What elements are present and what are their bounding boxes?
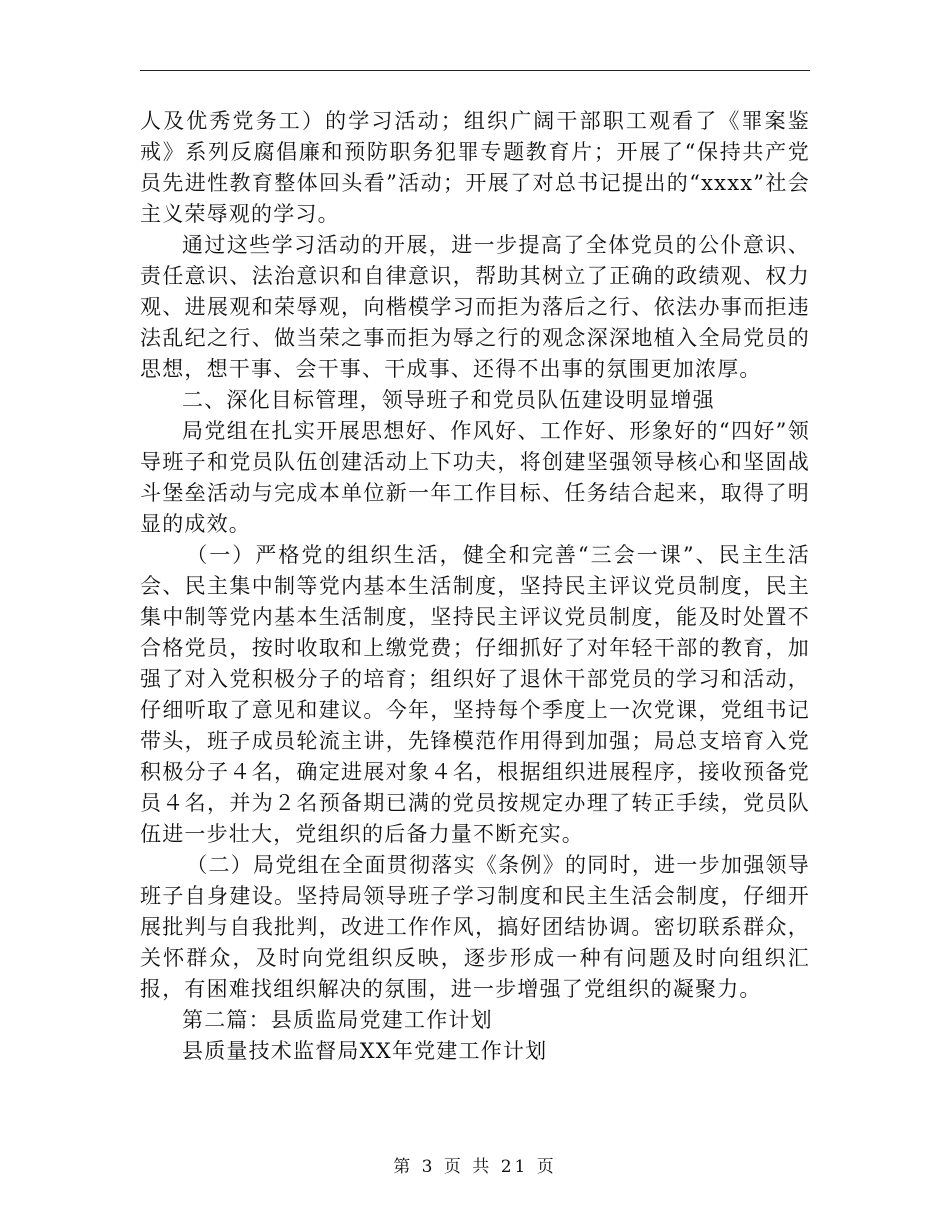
section-heading-two: 二、深化目标管理，领导班子和党员队伍建设明显增强 — [182, 388, 715, 412]
paragraph-item-one: （一）严格党的组织生活，健全和完善“三会一课”、民主生活会、民主集中制等党内基本生活制度，坚持民主评议党员制度，民主集中制等党内基本生活制度，坚持民主评议党员制度，能及时处置不合格党员，按时收取和上缴党费；仔细抓好了对年轻干部的教育，加强了对入党积极分子的培育；组织好了退休干部党员的学习和活动，仔细听取了意见和建议。今年，坚持每个季度上一次党课，党组书记带头，班子成员轮流主讲，先锋模范作用得到加强；局总支培育入党积极分子４名，确定进展对象４名，根据组织进展程序，接收预备党员４名，并为２名预备期已满的党员按规定办理了转正手续，党员队伍进一步壮大，党组织的后备力量不断充实。 — [140, 543, 810, 846]
header-rule — [140, 70, 810, 71]
paragraph-study-results: 通过这些学习活动的开展，进一步提高了全体党员的公仆意识、责任意识、法治意识和自律意识，帮助其树立了正确的政绩观、权力观、进展观和荣辱观，向楷模学习而拒为落后之行、依法办事而拒违法乱纪之行、做当荣之事而拒为辱之行的观念深深地植入全局党员的思想，想干事、会干事、干成事、还得不出事的氛围更加浓厚。 — [140, 233, 810, 381]
chapter-heading-two: 第二篇：县质监局党建工作计划 — [182, 1008, 493, 1032]
paragraph-four-goods: 局党组在扎实开展思想好、作风好、工作好、形象好的“四好”领导班子和党员队伍创建活动上下功夫，将创建坚强领导核心和坚固战斗堡垒活动与完成本单位新一年工作目标、任务结合起来，取得了明显的成效。 — [140, 419, 810, 536]
page-number-footer: 第 3 页 共 21 页 — [393, 1157, 557, 1177]
paragraph-item-two: （二）局党组在全面贯彻落实《条例》的同时，进一步加强领导班子自身建设。坚持局领导班子学习制度和民主生活会制度，仔细开展批判与自我批判，改进工作作风，搞好团结协调。密切联系群众，关怀群众，及时向党组织反映，逐步形成一种有问题及时向组织汇报，有困难找组织解决的氛围，进一步增强了党组织的凝聚力。 — [140, 853, 810, 1001]
paragraph-continuation: 人及优秀党务工）的学习活动；组织广阔干部职工观看了《罪案鉴戒》系列反腐倡廉和预防职务犯罪专题教育片；开展了“保持共产党员先进性教育整体回头看”活动；开展了对总书记提出的“xxxx”社会主义荣辱观的学习。 — [140, 109, 810, 226]
document-body — [140, 106, 810, 1067]
plan-title: 县质量技术监督局XX年党建工作计划 — [182, 1039, 548, 1063]
